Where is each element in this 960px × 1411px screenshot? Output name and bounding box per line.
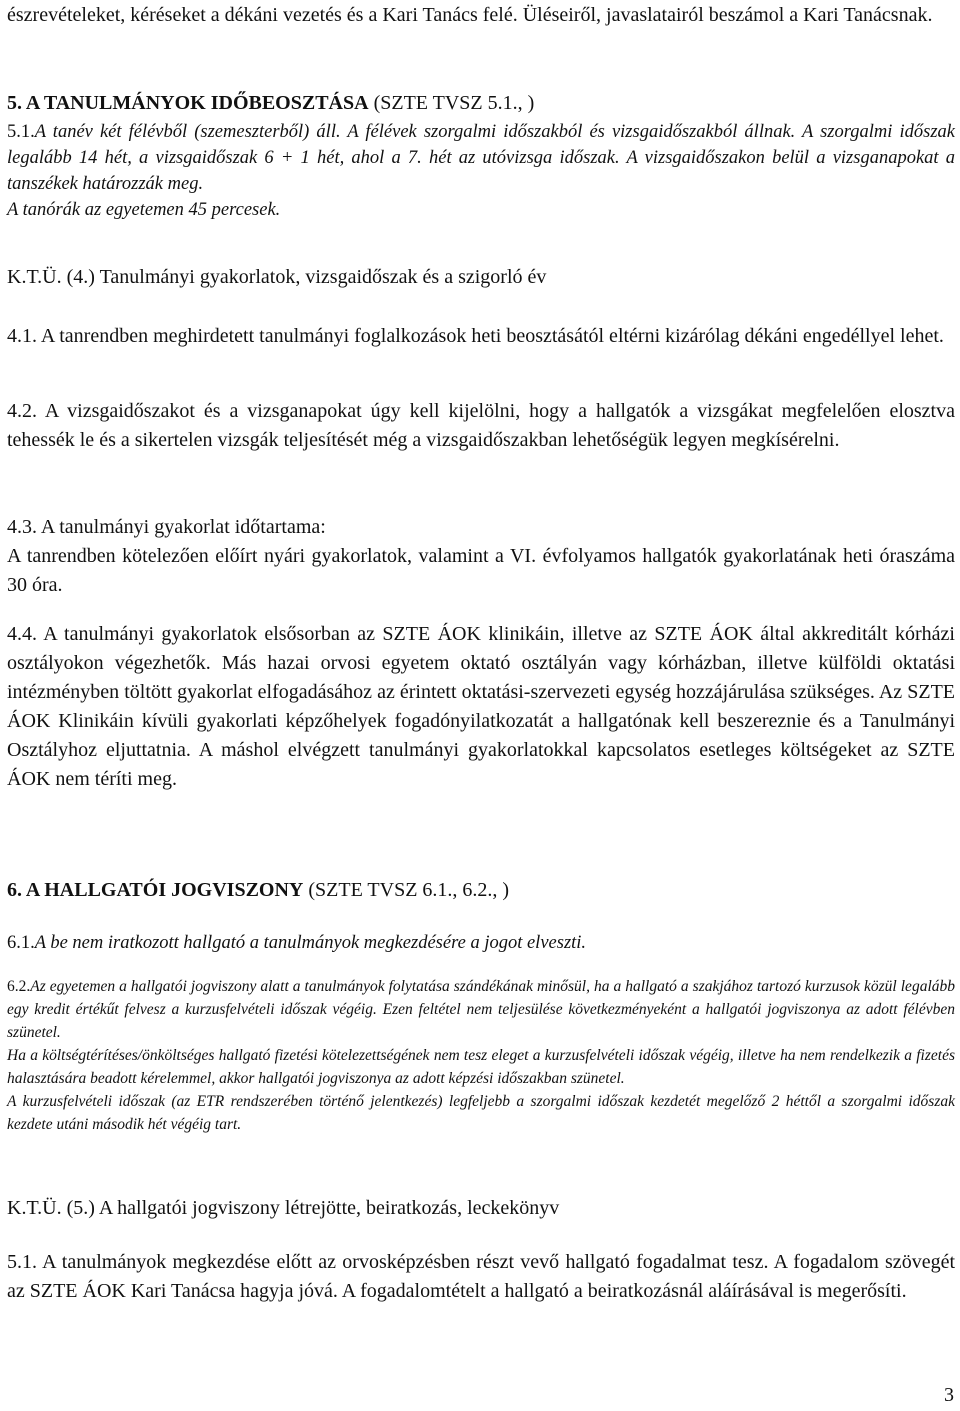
section-6-2: [7, 975, 955, 1136]
section-6-2-text: [7, 975, 955, 1044]
paragraph-4-4: 4.4. A tanulmányi gyakorlatok elsősorban az SZTE ÁOK klinikáin, illetve az SZTE ÁOK által akkreditált kórházi osztályokon végezhetők. Más hazai orvosi egyetem oktató osztályán vagy kórházban, illetve külföldi oktatási intézményben töltött gyakorlat elfogadásához az érintett oktatási-szervezeti egység hozzájárulása szükséges. Az SZTE ÁOK Klinikáin kívüli gyakorlati képzőhelyek fogadónyilatkozatát a hallgatónak kell beszereznie és a Tanulmányi Osztályhoz eljuttatnia. A máshol elvégzett tanulmányi gyakorlatokkal kapcsolatos esetleges költségeket az SZTE ÁOK nem téríti meg.: [7, 623, 955, 790]
section-5-1-body: A tanév két félévből (szemeszterből) áll. A félévek szorgalmi időszakból és vizsgaidőszakból állnak. A szorgalmi időszak legalább 14 hét, a vizsgaidőszak 6 + 1 hét, ahol a 7. hét az utóvizsga időszak. A vizsgaidőszakon belül a vizsganapokat a tanszékek határozzák meg.: [7, 122, 955, 194]
section-6-2-paragraph-3: A kurzusfelvételi időszak (az ETR rendszerében történő jelentkezés) legfeljebb a szorgalmi időszak kezdetét megelőző 2 héttől a szorgalmi időszak kezdete utáni második hét végéig tart.: [7, 1093, 955, 1133]
section-6-1-body: A be nem iratkozott hallgató a tanulmányok megkezdésére a jogot elveszti.: [34, 933, 587, 953]
page-number: 3: [944, 1384, 954, 1406]
section-5-1-tail: A tanórák az egyetemen 45 percesek.: [7, 200, 281, 220]
ktu-5-heading: K.T.Ü. (5.) A hallgatói jogviszony létrejötte, beiratkozás, leckekönyv: [7, 1197, 560, 1219]
section-6-heading: [7, 876, 955, 905]
section-5-heading: [7, 89, 955, 118]
paragraph-4-2: 4.2. A vizsgaidőszakot és a vizsganapokat úgy kell kijelölni, hogy a hallgatók a vizsgákat megfelelően elosztva tehessék le és a sikertelen vizsgák teljesítését még a vizsgaidőszakban lehetőségük legyen megkísérelni.: [7, 400, 955, 451]
paragraph-4-3-text: A tanrendben kötelezően előírt nyári gyakorlatok, valamint a VI. évfolyamos hallgatók gyakorlatának heti óraszáma 30 óra.: [7, 545, 955, 596]
section-5-1-text: [7, 119, 955, 197]
section-5-ref: (SZTE TVSZ 5.1., ): [368, 92, 535, 114]
section-6-ref: (SZTE TVSZ 6.1., 6.2., ): [303, 879, 510, 901]
paragraph-4-3-title: 4.3. A tanulmányi gyakorlat időtartama:: [7, 516, 326, 538]
paragraph-5-1: 5.1. A tanulmányok megkezdése előtt az orvosképzésben részt vevő hallgató fogadalmat tesz. A fogadalom szövegét az SZTE ÁOK Kari Tanácsa hagyja jóvá. A fogadalomtételt a hallgató a beiratkozásnál aláírásával is megerősíti.: [7, 1251, 955, 1302]
section-6-2-body: Az egyetemen a hallgatói jogviszony alatt a tanulmányok folytatása szándékának minősül, ha a hallgató a szakjához tartozó kurzusok közül legalább egy kredit értékűt felvesz a kurzusfelvételi időszak végéig. Ezen feltétel nem teljesülése következményeként a hallgatói jogviszonya az adott félévben szünetel.: [7, 978, 955, 1041]
paragraph-4-1: 4.1. A tanrendben meghirdetett tanulmányi foglalkozások heti beosztásától eltérni kizárólag dékáni engedéllyel lehet.: [7, 325, 944, 347]
section-6-2-paragraph-2: Ha a költségtérítéses/önköltséges hallgató fizetési kötelezettségének nem tesz eleget a kurzusfelvételi időszak végéig, illetve ha nem rendelkezik a fizetés halasztására beadott kérelemmel, akkor hallgatói jogviszonya az adott képzési időszakban szünetel.: [7, 1047, 955, 1087]
ktu-4-heading: K.T.Ü. (4.) Tanulmányi gyakorlatok, vizsgaidőszak és a szigorló év: [7, 266, 547, 288]
section-6-1: [7, 930, 955, 956]
section-6-title: 6. A HALLGATÓI JOGVISZONY: [7, 879, 304, 901]
section-5-1: [7, 119, 955, 223]
section-5-title: 5. A TANULMÁNYOK IDŐBEOSZTÁSA: [7, 92, 369, 114]
paragraph-4-3: [7, 513, 955, 600]
intro-paragraph: észrevételeket, kéréseket a dékáni vezetés és a Kari Tanács felé. Üléseiről, javaslatairól beszámol a Kari Tanácsnak.: [7, 4, 933, 26]
section-5-1-number: 5.1.: [7, 122, 35, 142]
section-6-1-number: 6.1.: [7, 933, 35, 953]
section-6-2-number: 6.2.: [7, 978, 31, 995]
